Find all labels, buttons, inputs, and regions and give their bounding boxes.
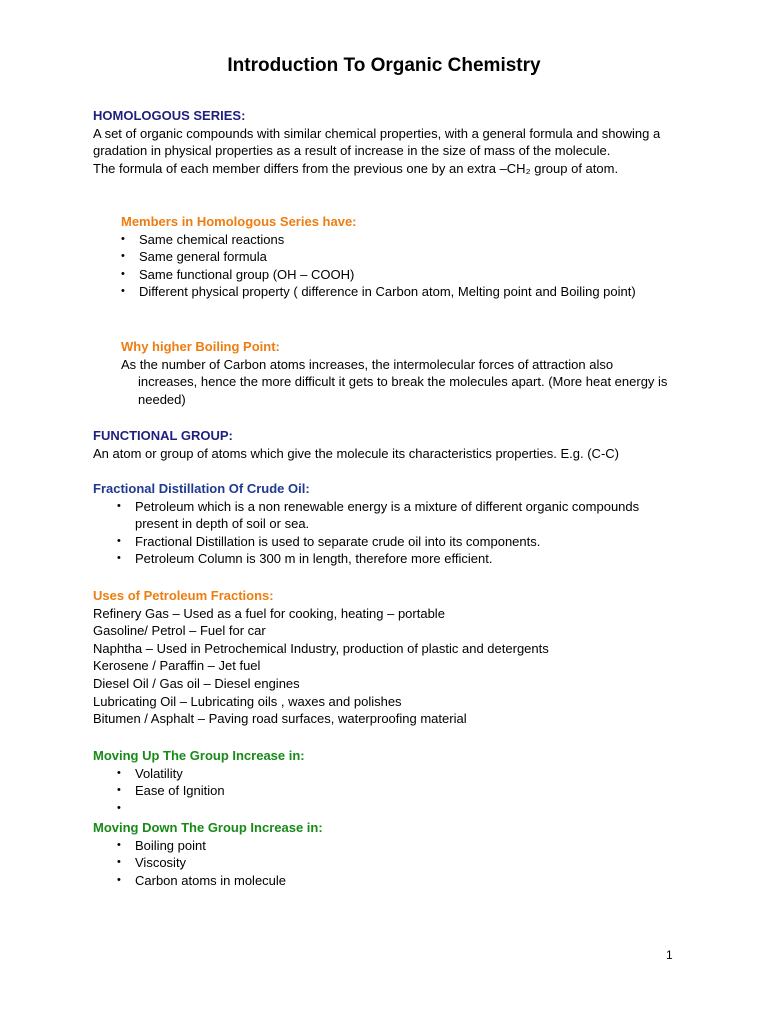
uses-line: Refinery Gas – Used as a fuel for cooking, heating – portable	[93, 605, 445, 621]
functional-heading: FUNCTIONAL GROUP:	[93, 428, 233, 443]
moving-up-heading: Moving Up The Group Increase in:	[93, 748, 305, 763]
members-list	[121, 231, 671, 301]
moving-up-section	[93, 747, 673, 817]
members-heading: Members in Homologous Series have:	[121, 214, 357, 229]
moving-down-section	[93, 819, 673, 889]
list-item: • Ease of Ignition	[117, 782, 673, 800]
uses-line: Kerosene / Paraffin – Jet fuel	[93, 658, 261, 674]
page-number: 1	[666, 948, 673, 962]
uses-line: Naphtha – Used in Petrochemical Industry, production of plastic and detergents	[93, 640, 549, 656]
moving-up-list	[117, 765, 673, 818]
uses-line: Gasoline/ Petrol – Fuel for car	[93, 623, 266, 639]
functional-section	[93, 427, 673, 462]
list-item: • Volatility	[117, 765, 673, 783]
uses-heading: Uses of Petroleum Fractions:	[93, 588, 274, 603]
homologous-formula-note: The formula of each member differs from the previous one by an extra –CH₂ group of atom.	[93, 160, 619, 176]
list-item: • Carbon atoms in molecule	[117, 872, 673, 890]
boiling-heading: Why higher Boiling Point:	[121, 339, 280, 354]
fractional-list	[117, 498, 673, 568]
homologous-heading: HOMOLOGOUS SERIES:	[93, 108, 246, 123]
boiling-section	[121, 338, 671, 408]
list-item: • Boiling point	[117, 837, 673, 855]
fractional-section	[93, 480, 673, 568]
homologous-section	[93, 107, 673, 177]
homologous-definition: A set of organic compounds with similar chemical properties, with a general formula and showing a gradation in physical properties as a result of increase in the size of mass of the molecule.	[93, 125, 661, 159]
uses-line: Bitumen / Asphalt – Paving road surfaces, waterproofing material	[93, 711, 467, 727]
list-item: • Different physical property ( difference in Carbon atom, Melting point and Boiling point)	[121, 283, 671, 301]
members-section	[121, 213, 671, 301]
functional-text: An atom or group of atoms which give the molecule its characteristics properties. E.g. (C-C)	[93, 445, 619, 461]
list-item	[117, 800, 673, 818]
fractional-heading: Fractional Distillation Of Crude Oil:	[93, 481, 310, 496]
list-item: • Petroleum which is a non renewable energy is a mixture of different organic compounds present in depth of soil or sea.	[117, 498, 673, 533]
list-item: • Same general formula	[121, 248, 671, 266]
uses-line: Lubricating Oil – Lubricating oils , waxes and polishes	[93, 693, 402, 709]
uses-section	[93, 587, 673, 728]
list-item: • Same chemical reactions	[121, 231, 671, 249]
moving-down-heading: Moving Down The Group Increase in:	[93, 820, 323, 835]
list-item: • Same functional group (OH – COOH)	[121, 266, 671, 284]
page-title: Introduction To Organic Chemistry	[227, 55, 541, 76]
boiling-text: As the number of Carbon atoms increases, the intermolecular forces of attraction also increases, hence the more difficult it gets to break the molecules apart. (More heat energy is needed)	[121, 356, 668, 407]
list-item: • Petroleum Column is 300 m in length, therefore more efficient.	[117, 550, 673, 568]
moving-down-list	[117, 837, 673, 890]
list-item: • Viscosity	[117, 854, 673, 872]
list-item: • Fractional Distillation is used to separate crude oil into its components.	[117, 533, 673, 551]
uses-line: Diesel Oil / Gas oil – Diesel engines	[93, 675, 300, 691]
